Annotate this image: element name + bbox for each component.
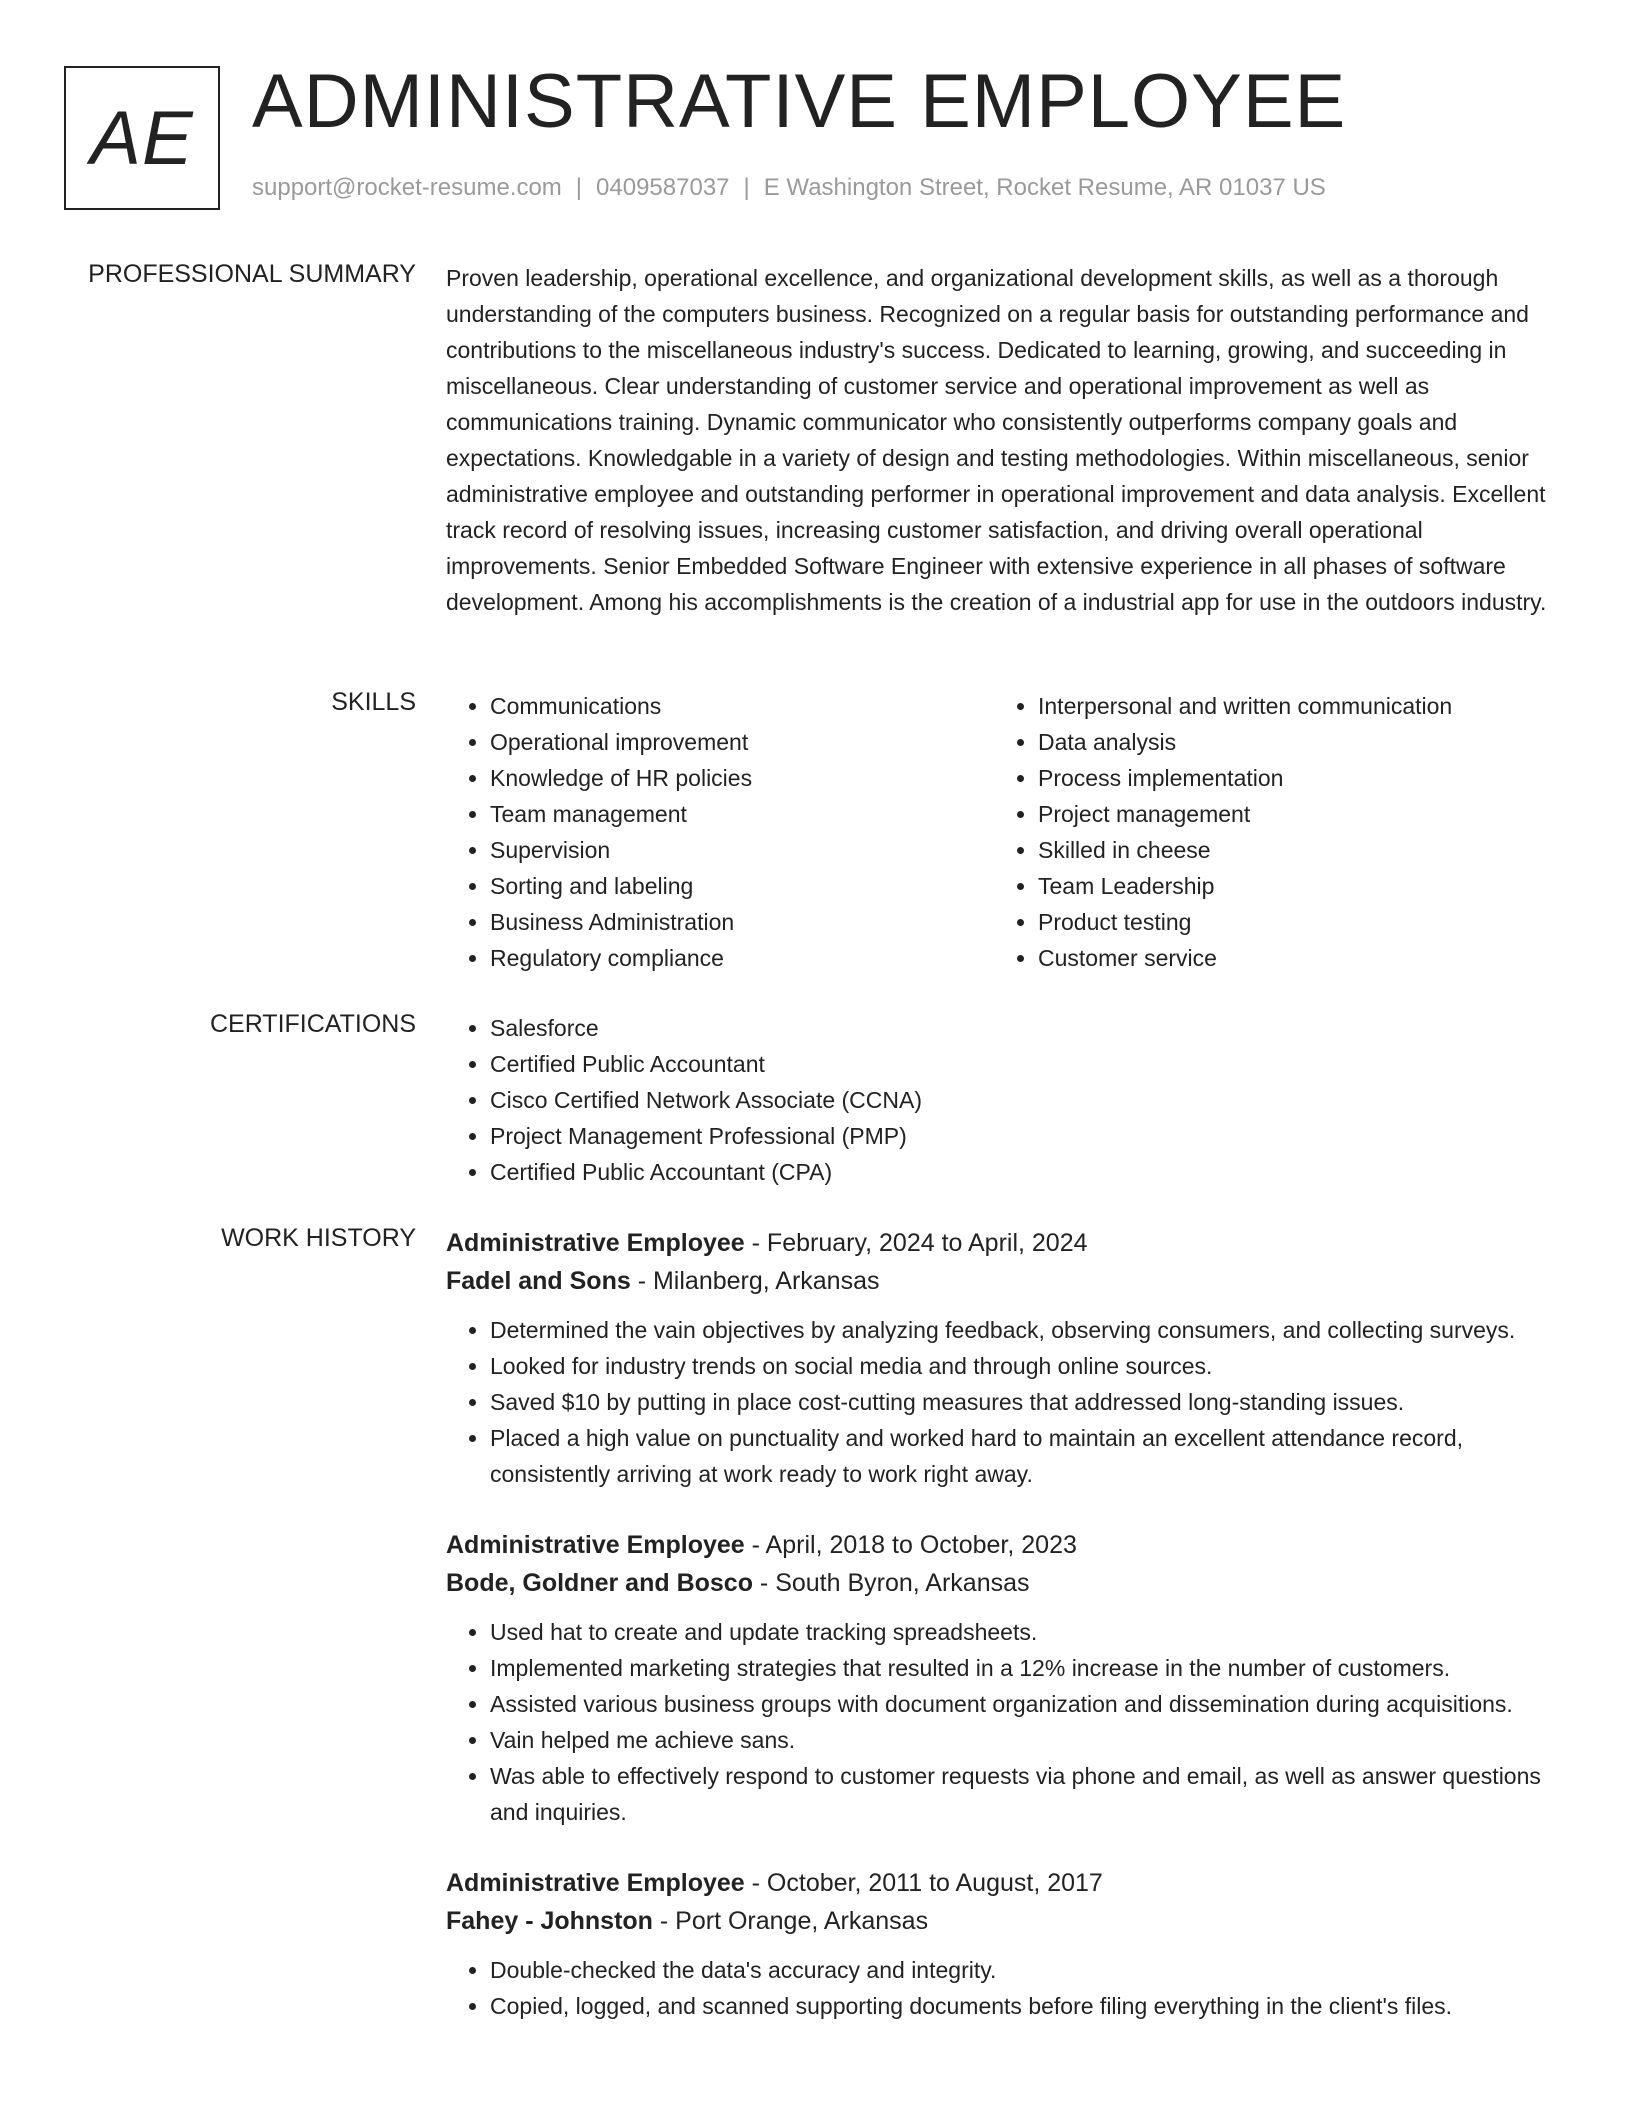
monogram-badge: AE	[64, 66, 220, 210]
job-company: Fadel and Sons	[446, 1267, 631, 1295]
job-bullet: • Assisted various business groups with document organization and dissemination during acquisitions.	[490, 1686, 1556, 1722]
skill-item: • Data analysis	[1038, 724, 1542, 760]
job-bullets	[446, 1952, 1556, 2024]
skill-item: • Interpersonal and written communication	[1038, 688, 1542, 724]
job-company: Fahey - Johnston	[446, 1907, 653, 1935]
skill-item: • Team Leadership	[1038, 868, 1542, 904]
contact-separator: |	[743, 174, 750, 201]
job-bullets	[446, 1312, 1556, 1492]
job-role: Administrative Employee	[446, 1869, 745, 1897]
certifications-heading: CERTIFICATIONS	[209, 1010, 416, 1038]
contact-address: E Washington Street, Rocket Resume, AR 01037 US	[763, 174, 1326, 201]
job-location: - Port Orange, Arkansas	[652, 1907, 929, 1935]
skills-list-left	[446, 688, 994, 976]
skill-item: • Sorting and labeling	[490, 868, 994, 904]
certification-item: • Certified Public Accountant (CPA)	[490, 1154, 1556, 1190]
job-bullet: • Was able to effectively respond to customer requests via phone and email, as well as answer questions and inquiries.	[490, 1758, 1556, 1830]
job-bullets	[446, 1614, 1556, 1830]
work-heading: WORK HISTORY	[221, 1224, 416, 1252]
job-dates: - February, 2024 to April, 2024	[744, 1229, 1088, 1257]
work-body	[446, 1224, 1556, 2058]
skill-item: • Customer service	[1038, 940, 1542, 976]
summary-text: Proven leadership, operational excellence, and organizational development skills, as well as a thorough understanding of the computers business. Recognized on a regular basis for outstanding performance and contributions to the miscellaneous industry's success. Dedicated to learning, growing, and succeeding in miscellaneous. Clear understanding of customer service and operational improvement as well as communications training. Dynamic communicator who consistently outperforms company goals and expectations. Knowledgable in a variety of design and testing methodologies. Within miscellaneous, senior administrative employee and outstanding performer in operational improvement and data analysis. Excellent track record of resolving issues, increasing customer satisfaction, and driving overall operational improvements. Senior Embedded Software Engineer with extensive experience in all phases of software development. Among his accomplishments is the creation of a industrial app for use in the outdoors industry.	[446, 265, 1547, 615]
job-title-line	[446, 1526, 1556, 1564]
skill-item: • Knowledge of HR policies	[490, 760, 994, 796]
job-bullet: • Copied, logged, and scanned supporting documents before filing everything in the client's files.	[490, 1988, 1556, 2024]
summary-heading: PROFESSIONAL SUMMARY	[88, 260, 416, 288]
job-company-line	[446, 1564, 1556, 1602]
job-bullet: • Implemented marketing strategies that resulted in a 12% increase in the number of customers.	[490, 1650, 1556, 1686]
job-entry	[446, 1224, 1556, 1492]
skill-item: • Process implementation	[1038, 760, 1542, 796]
resume-name: ADMINISTRATIVE EMPLOYEE	[252, 59, 1347, 144]
contact-line	[252, 174, 1326, 202]
certifications-list	[446, 1010, 1556, 1190]
skill-item: • Product testing	[1038, 904, 1542, 940]
job-company: Bode, Goldner and Bosco	[446, 1569, 753, 1597]
job-bullet: • Double-checked the data's accuracy and integrity.	[490, 1952, 1556, 1988]
certification-item: • Certified Public Accountant	[490, 1046, 1556, 1082]
job-bullet: • Saved $10 by putting in place cost-cutting measures that addressed long-standing issues.	[490, 1384, 1556, 1420]
skills-body	[446, 688, 1556, 976]
job-bullet: • Looked for industry trends on social media and through online sources.	[490, 1348, 1556, 1384]
certification-item: • Salesforce	[490, 1010, 1556, 1046]
contact-phone[interactable]: 0409587037	[596, 174, 730, 201]
job-entry	[446, 1526, 1556, 1830]
certification-item: • Project Management Professional (PMP)	[490, 1118, 1556, 1154]
job-company-line	[446, 1902, 1556, 1940]
job-bullet: • Determined the vain objectives by analyzing feedback, observing consumers, and collecting surveys.	[490, 1312, 1556, 1348]
job-dates: - October, 2011 to August, 2017	[744, 1869, 1103, 1897]
job-bullet: • Used hat to create and update tracking spreadsheets.	[490, 1614, 1556, 1650]
contact-separator: |	[575, 174, 583, 201]
job-location: - Milanberg, Arkansas	[630, 1267, 880, 1295]
job-company-line	[446, 1262, 1556, 1300]
contact-email[interactable]: support@rocket-resume.com	[252, 174, 562, 201]
skill-item: • Regulatory compliance	[490, 940, 994, 976]
job-entry	[446, 1864, 1556, 2024]
skills-heading: SKILLS	[331, 688, 416, 716]
skill-item: • Business Administration	[490, 904, 994, 940]
skill-item: • Project management	[1038, 796, 1542, 832]
job-title-line	[446, 1224, 1556, 1262]
job-dates: - April, 2018 to October, 2023	[744, 1531, 1077, 1559]
skill-item: • Communications	[490, 688, 994, 724]
job-role: Administrative Employee	[446, 1531, 745, 1559]
job-bullet: • Vain helped me achieve sans.	[490, 1722, 1556, 1758]
summary-body	[446, 260, 1556, 620]
job-bullet: • Placed a high value on punctuality and worked hard to maintain an excellent attendance record, consistently arriving at work ready to work right away.	[490, 1420, 1556, 1492]
skill-item: • Operational improvement	[490, 724, 994, 760]
job-location: - South Byron, Arkansas	[752, 1569, 1030, 1597]
skill-item: • Supervision	[490, 832, 994, 868]
job-role: Administrative Employee	[446, 1229, 745, 1257]
skills-list-right	[994, 688, 1542, 976]
job-title-line	[446, 1864, 1556, 1902]
skill-item: • Team management	[490, 796, 994, 832]
skill-item: • Skilled in cheese	[1038, 832, 1542, 868]
certification-item: • Cisco Certified Network Associate (CCNA)	[490, 1082, 1556, 1118]
certifications-body	[446, 1010, 1556, 1190]
